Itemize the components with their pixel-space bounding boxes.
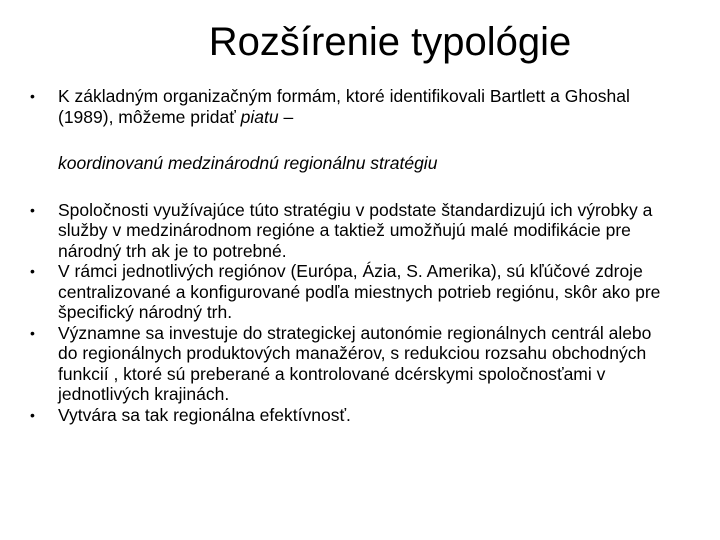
bullet-text: Významne sa investuje do strategickej autonómie regionálnych centrál alebo do regionálnych produktových manažérov, s redukciou rozsahu obchodných funkcií , ktoré sú preberané a kontrolované dcérskymi spoločnosťami v jednotlivých krajinách. xyxy=(58,322,652,404)
bullet-item xyxy=(30,261,670,323)
bullet-dot-icon: • xyxy=(30,324,35,341)
strategy-line: koordinovanú medzinárodnú regionálnu stratégiu xyxy=(58,153,438,173)
bullet-intro xyxy=(30,86,670,127)
bullet-text: Vytvára sa tak regionálna efektívnosť. xyxy=(58,404,351,425)
bullet-dot-icon: • xyxy=(30,201,35,218)
slide-body xyxy=(30,86,670,425)
intro-dash: – xyxy=(278,106,294,127)
bullet-dot-icon: • xyxy=(30,263,35,279)
bullet-item xyxy=(30,323,670,405)
bullet-item xyxy=(30,200,670,262)
bullet-text: V rámci jednotlivých regiónov (Európa, Ázia, S. Amerika), sú kľúčové zdroje centralizované a konfigurované podľa miestnych potrieb regiónu, skôr ako pre špecifický národný trh. xyxy=(58,261,661,322)
bullet-item xyxy=(30,405,670,426)
bullet-dot-icon: • xyxy=(30,406,35,423)
slide-title: Rozšírenie typológie xyxy=(208,20,572,64)
intro-italic-word: piatu xyxy=(240,106,279,127)
bullet-text: Spoločnosti využívajúce túto stratégiu v podstate štandardizujú ich výrobky a služby v medzinárodnom regióne a taktiež umožňujú malé modifikácie pre národný trh ak je to potrebné. xyxy=(58,199,653,261)
bullet-dot-icon: • xyxy=(30,88,35,104)
intro-text: K základným organizačným formám, ktoré identifikovali Bartlett a Ghoshal (1989), môžeme pridať xyxy=(58,86,630,127)
bullet-intro-text xyxy=(58,86,670,127)
